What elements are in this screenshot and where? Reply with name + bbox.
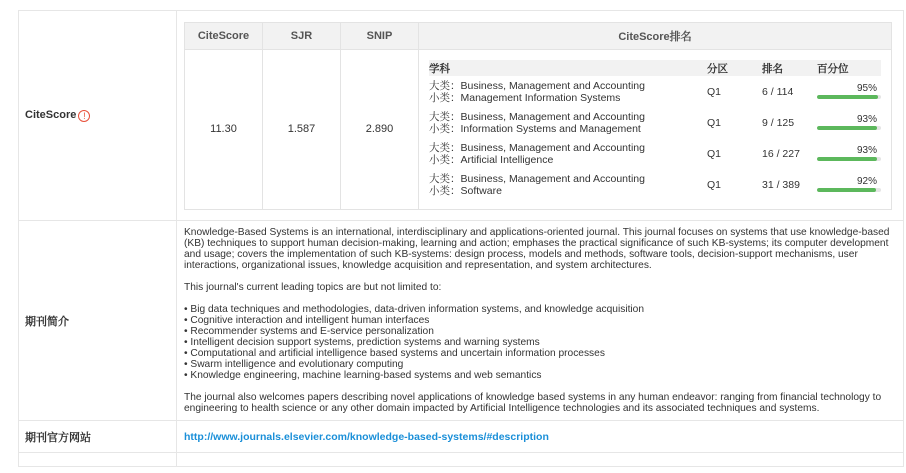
topic-item: • Recommender systems and E-service personalization <box>184 326 434 337</box>
header-citescore: CiteScore <box>185 22 263 49</box>
percentile-bar <box>817 115 881 130</box>
percentile-text: 92% <box>856 176 877 187</box>
rank-row <box>429 138 881 169</box>
rank-subject <box>429 76 707 107</box>
rank-zone: Q1 <box>707 85 722 98</box>
rank-position: 9 / 125 <box>762 116 795 129</box>
topic-item: • Swarm intelligence and evolutionary computing <box>184 359 404 370</box>
rank-subject <box>429 138 707 169</box>
website-cell <box>177 421 904 453</box>
rank-percentile <box>817 169 881 200</box>
website-row-label: 期刊官方网站 <box>19 421 177 453</box>
rank-zone: Q1 <box>707 147 722 160</box>
rank-major: 大类：Business, Management and Accounting <box>429 79 645 92</box>
percentile-fill <box>817 126 877 130</box>
topic-item: • Intelligent decision support systems, prediction systems and warning systems <box>184 337 540 348</box>
journal-info-table <box>18 10 904 467</box>
rank-header-percentile: 百分位 <box>817 60 881 76</box>
citescore-row-label <box>19 11 177 221</box>
rank-percentile <box>817 107 881 138</box>
rank-row <box>429 107 881 138</box>
percentile-bar <box>817 146 881 161</box>
rank-position: 31 / 389 <box>762 178 800 191</box>
journal-description <box>177 221 904 421</box>
rank-header-subject: 学科 <box>429 60 707 76</box>
citescore-content <box>177 11 904 221</box>
rank-subject <box>429 169 707 200</box>
value-citescore: 11.30 <box>185 49 263 209</box>
rank-minor: 小类：Artificial Intelligence <box>429 153 554 166</box>
percentile-text: 93% <box>856 145 877 156</box>
intro-closing-paragraph: The journal also welcomes papers describing novel applications of knowledge based systems in any human endeavor: ranging from financial technology to engineering to health science or any other domain impacted by Artificial Intelligence technologies and its associated techniques and systems. <box>184 392 882 414</box>
topic-item: • Cognitive interaction and intelligent human interfaces <box>184 315 430 326</box>
percentile-text: 95% <box>856 83 877 94</box>
rank-grid <box>429 60 881 200</box>
percentile-bar <box>817 177 881 192</box>
rank-position: 16 / 227 <box>762 147 800 160</box>
rank-cell <box>419 49 892 209</box>
intro-topics-lead: This journal's current leading topics are but not limited to: <box>184 282 442 293</box>
rank-row <box>429 169 881 200</box>
rank-percentile <box>817 138 881 169</box>
topics-list <box>184 304 896 381</box>
percentile-text: 93% <box>856 114 877 125</box>
rank-row <box>429 76 881 107</box>
rank-percentile <box>817 76 881 107</box>
rank-zone: Q1 <box>707 178 722 191</box>
info-circle-icon[interactable]: ! <box>78 110 90 122</box>
intro-row-label: 期刊简介 <box>19 221 177 421</box>
journal-website-link[interactable]: http://www.journals.elsevier.com/knowledge-based-systems/#description <box>184 430 549 443</box>
rank-position: 6 / 114 <box>762 85 794 98</box>
topic-item: • Big data techniques and methodologies, data-driven information systems, and knowledge acquisition <box>184 304 645 315</box>
rank-header-rank: 排名 <box>762 60 817 76</box>
rank-major: 大类：Business, Management and Accounting <box>429 172 645 185</box>
rank-minor: 小类：Information Systems and Management <box>429 122 641 135</box>
topic-item: • Computational and artificial intelligence based systems and uncertain information processes <box>184 348 605 359</box>
percentile-fill <box>817 157 877 161</box>
header-citescore-rank: CiteScore排名 <box>419 22 892 49</box>
rank-minor: 小类：Management Information Systems <box>429 91 621 104</box>
value-snip: 2.890 <box>341 49 419 209</box>
rank-major: 大类：Business, Management and Accounting <box>429 110 645 123</box>
rank-minor: 小类：Software <box>429 184 502 197</box>
topic-item: • Knowledge engineering, machine learning-based systems and web semantics <box>184 370 542 381</box>
value-sjr: 1.587 <box>263 49 341 209</box>
rank-header-zone: 分区 <box>707 60 762 76</box>
header-snip: SNIP <box>341 22 419 49</box>
empty-row-content <box>177 453 904 467</box>
rank-zone: Q1 <box>707 116 722 129</box>
intro-paragraph: Knowledge-Based Systems is an international, interdisciplinary and applications-oriented journal. This journal focuses on systems that use knowledge-based (KB) techniques to support human decision-making, learning and action; emphases the practical significance of such KB-systems; its computer development and usage; covers the implementation of such KB-systems: design process, models and methods, software tools, decision-support mechanisms, user interactions, organizational issues, knowledge acquisition and representation, and system architectures. <box>184 227 890 271</box>
header-sjr: SJR <box>263 22 341 49</box>
citescore-label: CiteScore <box>25 109 77 122</box>
percentile-fill <box>817 188 876 192</box>
rank-major: 大类：Business, Management and Accounting <box>429 141 645 154</box>
rank-subject <box>429 107 707 138</box>
empty-row-label <box>19 453 177 467</box>
percentile-fill <box>817 95 878 99</box>
citescore-table <box>184 22 892 210</box>
percentile-bar <box>817 84 881 99</box>
